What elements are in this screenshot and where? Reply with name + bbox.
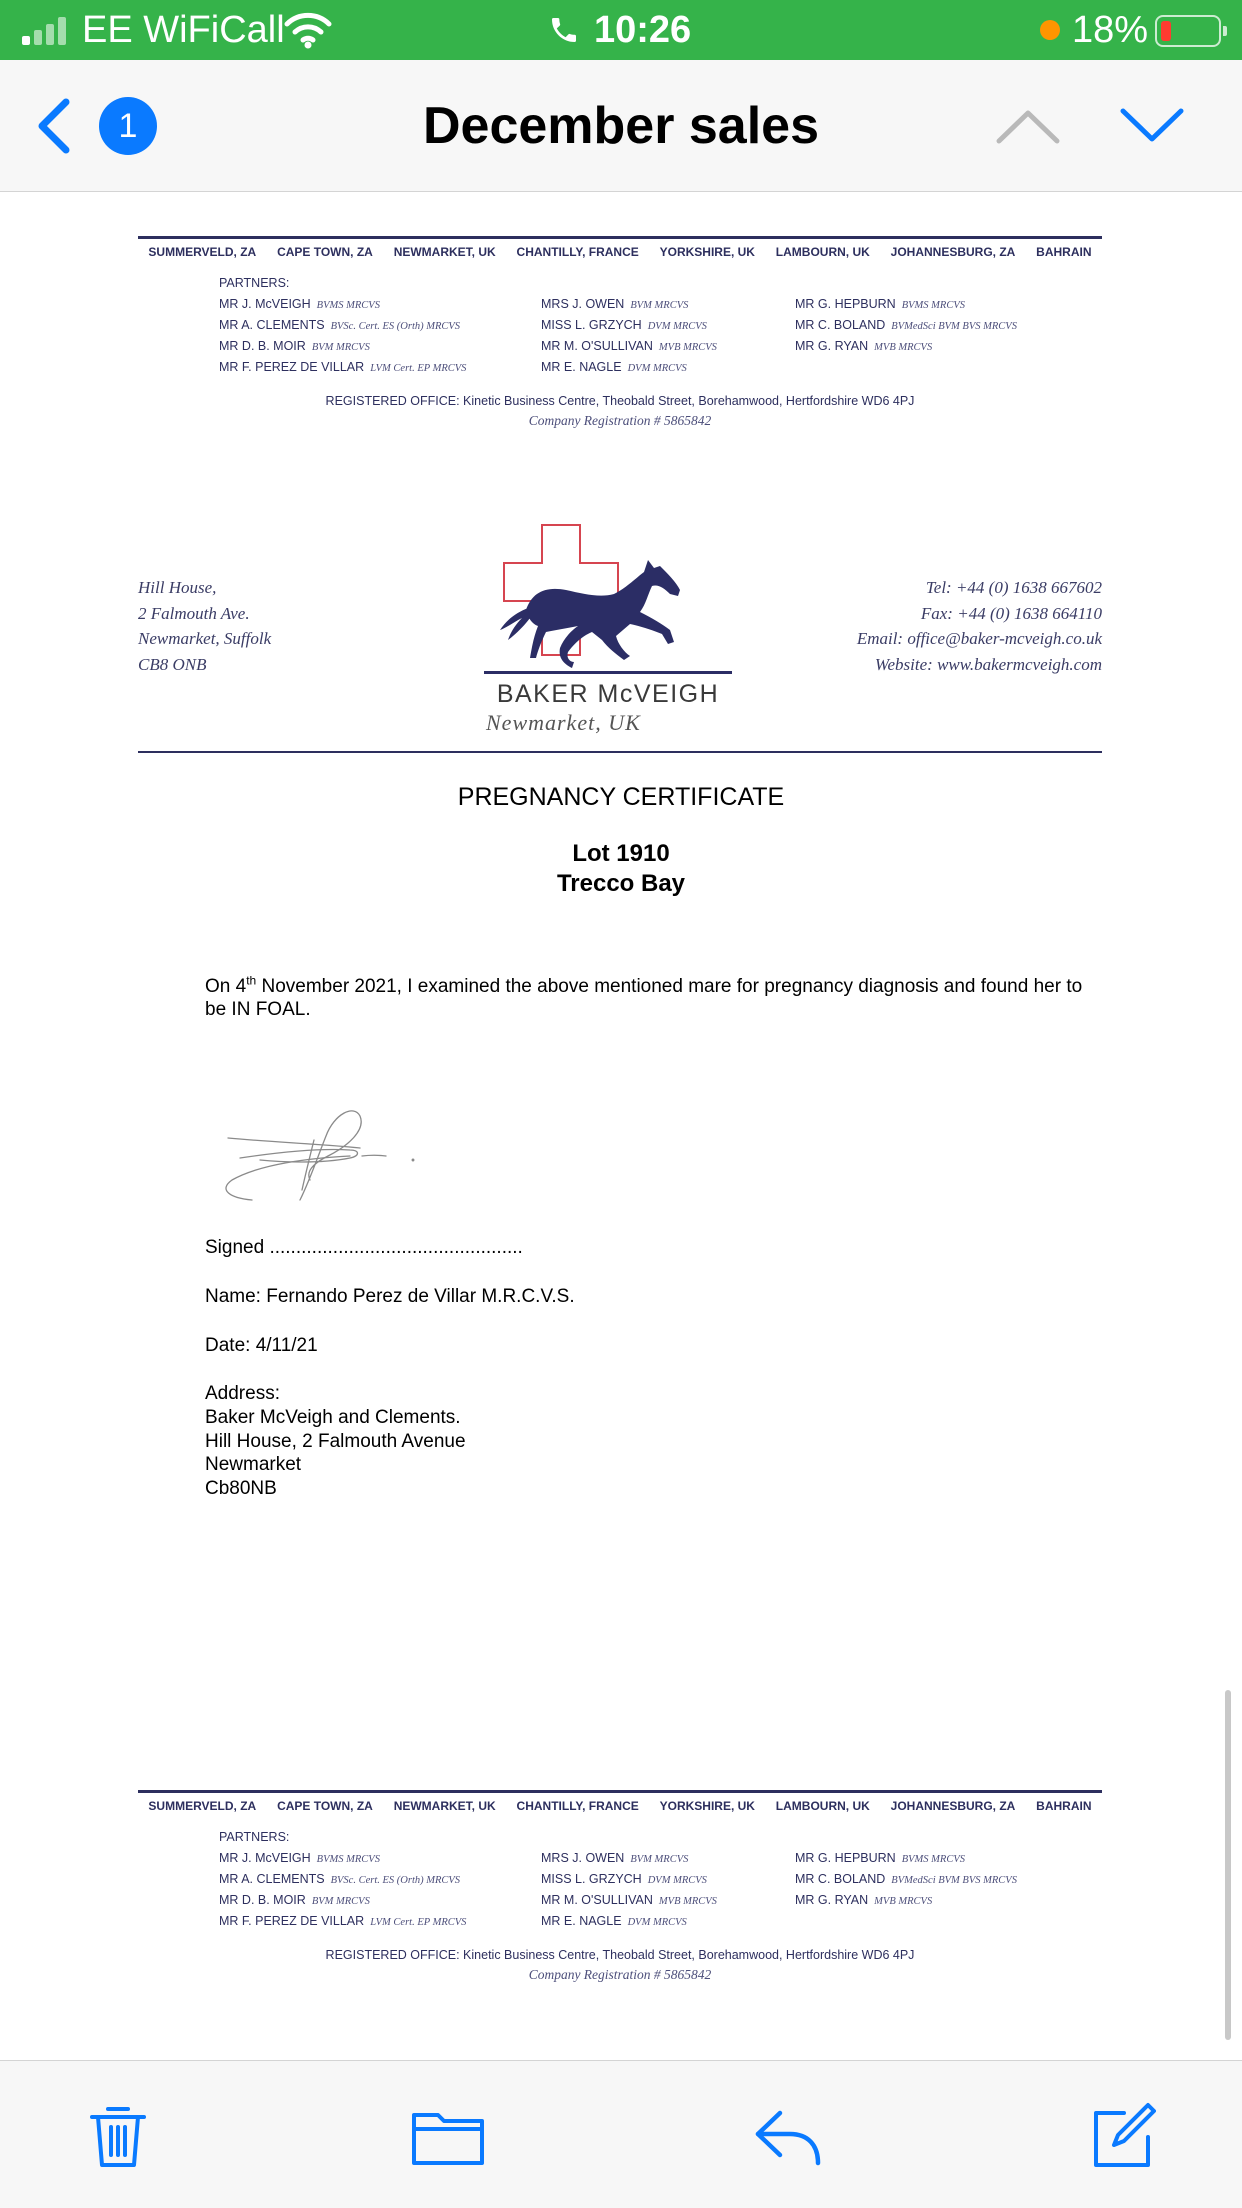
telephone: Tel: +44 (0) 1638 667602: [925, 578, 1102, 597]
partner-entry: MR A. CLEMENTS BVSc. Cert. ES (Orth) MRCVS: [219, 318, 461, 332]
address-line: Cb80NB: [205, 1478, 277, 1499]
folder-icon[interactable]: [410, 2101, 486, 2171]
chevron-up-icon[interactable]: [993, 105, 1063, 147]
partner-entry: MR F. PEREZ DE VILLAR LVM Cert. EP MRCVS: [219, 1914, 467, 1928]
examination-statement: On 4th November 2021, I examined the above mentioned mare for pregnancy diagnosis and found her to be IN FOAL.: [205, 973, 1083, 1020]
location: YORKSHIRE, UK: [659, 245, 755, 259]
partner-entry: MR C. BOLAND BVMedSci BVM BVS MRCVS: [795, 1872, 1017, 1886]
location: CAPE TOWN, ZA: [277, 1799, 373, 1813]
company-registration: Company Registration # 5865842: [528, 1967, 712, 1982]
page-title: December sales: [422, 97, 820, 155]
unread-count-badge[interactable]: 1: [99, 97, 157, 155]
partner-entry: MR J. McVEIGH BVMS MRCVS: [219, 297, 380, 311]
address-line: Hill House, 2 Falmouth Avenue: [205, 1431, 466, 1452]
chevron-down-icon[interactable]: [1117, 105, 1187, 147]
logo-wordmark: BAKER McVEIGH: [496, 680, 720, 708]
location: LAMBOURN, UK: [775, 1799, 870, 1813]
bottom-toolbar: [0, 2060, 1242, 2208]
partner-entry: MR M. O'SULLIVAN MVB MRCVS: [541, 339, 717, 353]
battery-percent: 18%: [1072, 9, 1149, 51]
location: CAPE TOWN, ZA: [277, 245, 373, 259]
location: SUMMERVELD, ZA: [148, 245, 257, 259]
website-link[interactable]: Website: www.bakermcveigh.com: [874, 654, 1102, 674]
partner-entry: MR D. B. MOIR BVM MRCVS: [219, 339, 370, 353]
partner-entry: MR D. B. MOIR BVM MRCVS: [219, 1893, 370, 1907]
logo-location: Newmarket, UK: [486, 710, 641, 735]
partner-entry: MR A. CLEMENTS BVSc. Cert. ES (Orth) MRCVS: [219, 1872, 461, 1886]
location: CHANTILLY, FRANCE: [516, 1799, 639, 1813]
partner-entry: MR E. NAGLE DVM MRCVS: [541, 360, 687, 374]
phone-icon: [548, 14, 580, 46]
location: JOHANNESBURG, ZA: [890, 1799, 1016, 1813]
status-bar: [0, 0, 1242, 60]
carrier-name: EE WiFiCall: [82, 9, 285, 51]
vertical-scrollbar[interactable]: [1225, 1690, 1231, 2040]
practice-contacts: [857, 575, 1102, 677]
office-locations: [138, 237, 1102, 267]
partner-entry: MR G. RYAN MVB MRCVS: [795, 339, 933, 353]
header-divider: [138, 751, 1102, 753]
horse-name: Trecco Bay: [556, 870, 686, 897]
location: BAHRAIN: [1036, 245, 1092, 259]
email-link[interactable]: Email: office@baker-mcveigh.co.uk: [856, 629, 1102, 648]
partner-entry: MR G. HEPBURN BVMS MRCVS: [795, 1851, 965, 1865]
partner-entry: MR E. NAGLE DVM MRCVS: [541, 1914, 687, 1928]
partner-entry: MR F. PEREZ DE VILLAR LVM Cert. EP MRCVS: [219, 360, 467, 374]
lot-number: Lot 1910: [572, 840, 670, 867]
vet-name: Name: Fernando Perez de Villar M.R.C.V.S.: [205, 1286, 575, 1307]
certificate-title: PREGNANCY CERTIFICATE: [457, 783, 785, 811]
partners-label: PARTNERS:: [219, 1830, 290, 1844]
location: YORKSHIRE, UK: [659, 1799, 755, 1813]
certificate-date: Date: 4/11/21: [205, 1335, 318, 1356]
clock-time: 10:26: [594, 9, 692, 51]
partner-entry: MISS L. GRZYCH DVM MRCVS: [541, 318, 707, 332]
registered-office: REGISTERED OFFICE: Kinetic Business Centre, Theobald Street, Borehamwood, Hertfordshire WD6 4PJ: [325, 394, 915, 408]
practice-address: Hill House, 2 Falmouth Ave. Newmarket, Suffolk CB8 ONB: [138, 578, 272, 674]
chevron-left-icon[interactable]: [30, 96, 80, 156]
partner-entry: MR M. O'SULLIVAN MVB MRCVS: [541, 1893, 717, 1907]
cellular-signal-icon: [22, 17, 72, 45]
battery-icon: [1155, 15, 1221, 47]
signed-line: Signed ................................................: [205, 1237, 523, 1258]
registered-office: REGISTERED OFFICE: Kinetic Business Centre, Theobald Street, Borehamwood, Hertfordshire WD6 4PJ: [325, 1948, 915, 1962]
wifi-icon: [283, 10, 333, 50]
reply-icon[interactable]: [750, 2101, 824, 2171]
partner-entry: MR G. RYAN MVB MRCVS: [795, 1893, 933, 1907]
address-label: Address:: [205, 1383, 280, 1404]
location: JOHANNESBURG, ZA: [890, 245, 1016, 259]
compose-icon[interactable]: [1090, 2101, 1156, 2171]
privacy-indicator-dot: [1040, 20, 1060, 40]
location: LAMBOURN, UK: [775, 245, 870, 259]
partner-entry: MRS J. OWEN BVM MRCVS: [541, 297, 689, 311]
location: NEWMARKET, UK: [393, 1799, 496, 1813]
partner-entry: MR J. McVEIGH BVMS MRCVS: [219, 1851, 380, 1865]
address-line: Baker McVeigh and Clements.: [205, 1407, 461, 1428]
partner-entry: MR C. BOLAND BVMedSci BVM BVS MRCVS: [795, 318, 1017, 332]
location: BAHRAIN: [1036, 1799, 1092, 1813]
partner-entry: MR G. HEPBURN BVMS MRCVS: [795, 297, 965, 311]
address-line: Newmarket: [205, 1454, 302, 1475]
company-registration: Company Registration # 5865842: [528, 413, 712, 428]
fax: Fax: +44 (0) 1638 664110: [920, 603, 1102, 623]
location: NEWMARKET, UK: [393, 245, 496, 259]
partner-entry: MRS J. OWEN BVM MRCVS: [541, 1851, 689, 1865]
navigation-bar: [0, 60, 1242, 192]
battery-level: [1161, 21, 1171, 41]
office-locations: [138, 1791, 1102, 1821]
trash-icon[interactable]: [86, 2101, 150, 2171]
partner-entry: MISS L. GRZYCH DVM MRCVS: [541, 1872, 707, 1886]
location: SUMMERVELD, ZA: [148, 1799, 257, 1813]
handwritten-signature: [210, 1100, 425, 1210]
partners-label: PARTNERS:: [219, 276, 290, 290]
location: CHANTILLY, FRANCE: [516, 245, 639, 259]
